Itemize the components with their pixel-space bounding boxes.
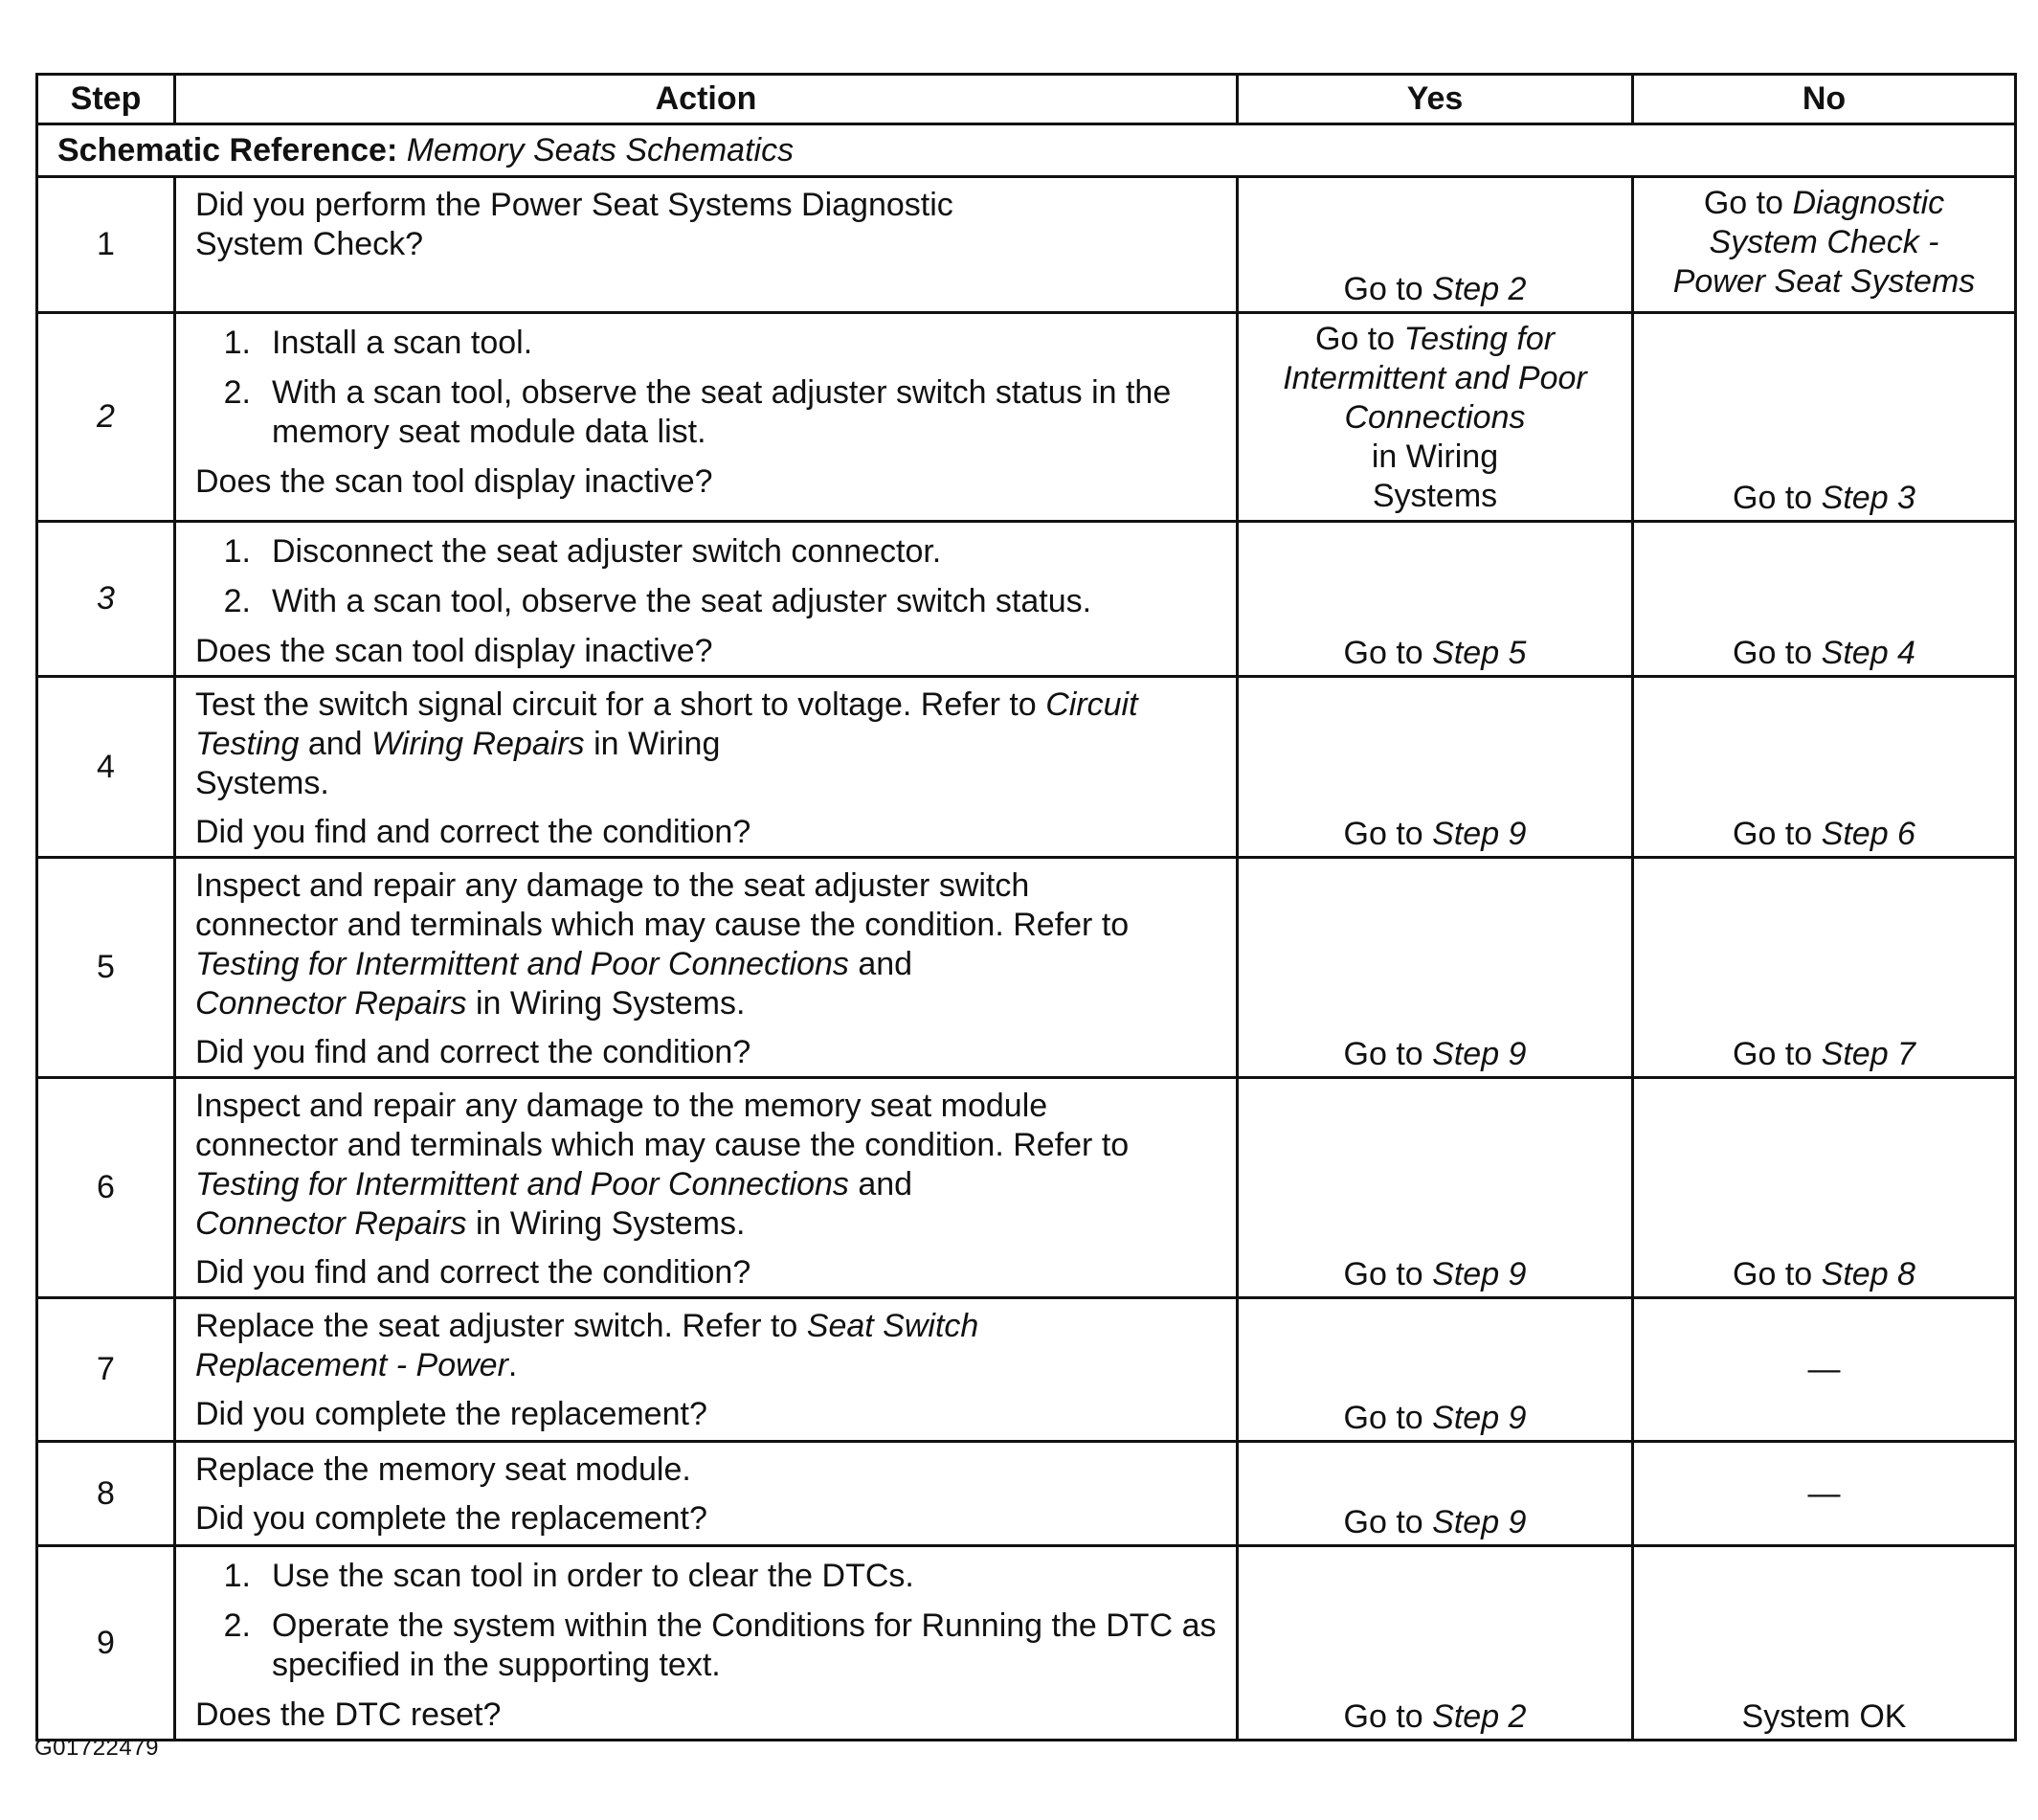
no-cell-dash: —	[1633, 1442, 2016, 1546]
table-row	[37, 858, 2016, 1078]
reference-link[interactable]: Testing for Intermittent and Poor Connections	[195, 1166, 849, 1202]
table-row	[37, 1298, 2016, 1442]
action-cell	[175, 858, 1238, 1078]
table-row	[37, 1546, 2016, 1741]
go-to-text: Go to	[1343, 1256, 1423, 1292]
reference-link[interactable]: Connector Repairs	[195, 985, 467, 1022]
action-cell	[175, 1442, 1238, 1546]
header-step: Step	[37, 75, 175, 124]
step-link[interactable]: Step 9	[1432, 1036, 1527, 1072]
diagnostic-table	[35, 73, 2017, 1741]
action-substep: 2. With a scan tool, observe the seat adjuster switch status in the memory seat module data list.	[223, 374, 1172, 450]
step-link[interactable]: Step 6	[1821, 816, 1915, 852]
step-number: 7	[37, 1298, 175, 1442]
action-cell	[175, 1078, 1238, 1298]
reference-link-line[interactable]: Testing for	[1403, 321, 1556, 357]
go-to-text: Go to	[1314, 321, 1396, 357]
table-row	[37, 313, 2016, 522]
action-question: Does the DTC reset?	[195, 1696, 502, 1733]
step-link[interactable]: Step 5	[1432, 635, 1527, 671]
step-number: 1	[37, 177, 175, 313]
step-link[interactable]: Step 9	[1432, 1504, 1527, 1540]
go-to-text: Go to	[1733, 1256, 1813, 1292]
action-substep: 2. Operate the system within the Conditions for Running the DTC as specified in the supporting text.	[223, 1607, 1217, 1683]
reference-link-line[interactable]: Connections	[1344, 399, 1526, 436]
no-cell-dash: —	[1633, 1298, 2016, 1442]
action-question: Did you find and correct the condition?	[195, 1034, 751, 1070]
step-link[interactable]: Step 2	[1432, 271, 1527, 307]
yes-cell	[1238, 177, 1633, 313]
step-number: 3	[37, 522, 175, 677]
action-cell	[175, 677, 1238, 858]
header-no: No	[1633, 75, 2016, 124]
diagnostic-link-line[interactable]: Diagnostic	[1792, 185, 1945, 221]
action-question: Did you complete the replacement?	[195, 1396, 707, 1432]
action-paragraph: Test the switch signal circuit for a short to voltage. Refer to Circuit Testing and Wiring Repairs in Wiring Systems.	[195, 686, 1138, 801]
go-to-text: Go to	[1343, 635, 1423, 671]
reference-link[interactable]: Wiring Repairs	[371, 726, 585, 762]
no-cell	[1633, 1078, 2016, 1298]
header-row	[37, 75, 2016, 124]
step-number: 5	[37, 858, 175, 1078]
go-to-text: Go to	[1343, 1400, 1423, 1436]
go-to-text: Go to	[1733, 816, 1813, 852]
step-link[interactable]: Step 7	[1821, 1036, 1915, 1072]
reference-link[interactable]: Seat Switch	[806, 1308, 979, 1344]
go-to-text: Go to	[1703, 185, 1783, 221]
step-number: 9	[37, 1546, 175, 1741]
go-to-text: Go to	[1343, 1698, 1423, 1735]
yes-cell	[1238, 313, 1633, 522]
action-paragraph: Inspect and repair any damage to the memory seat module connector and terminals which may cause the condition. Refer to Testing for Intermittent and Poor Connections and Connector Repairs in Wiring Systems.	[195, 1088, 1130, 1242]
action-paragraph: Replace the memory seat module.	[195, 1451, 691, 1488]
step-number: 4	[37, 677, 175, 858]
table-row	[37, 677, 2016, 858]
reference-link[interactable]: Circuit Testing	[195, 686, 1138, 762]
yes-cell	[1238, 677, 1633, 858]
schematic-reference-row	[37, 124, 2016, 177]
step-number: 8	[37, 1442, 175, 1546]
reference-text-line: Systems	[1372, 478, 1498, 514]
step-number: 2	[37, 313, 175, 522]
action-cell	[175, 1298, 1238, 1442]
action-substep: 2. With a scan tool, observe the seat adjuster switch status.	[223, 583, 1092, 619]
schematic-reference	[37, 124, 2016, 177]
table-row	[37, 177, 2016, 313]
yes-cell	[1238, 1078, 1633, 1298]
schematic-reference-label: Schematic Reference:	[57, 131, 398, 169]
action-line: System Check?	[195, 226, 424, 262]
diagnostic-link-line[interactable]: Power Seat Systems	[1672, 263, 1976, 300]
yes-cell	[1238, 1298, 1633, 1442]
diagnostic-link-line[interactable]: System Check -	[1709, 224, 1939, 260]
step-link[interactable]: Step 9	[1432, 816, 1527, 852]
go-to-text: Go to	[1733, 1036, 1813, 1072]
action-cell	[175, 177, 1238, 313]
no-cell	[1633, 858, 2016, 1078]
step-link[interactable]: Step 8	[1821, 1256, 1915, 1292]
action-question: Did you find and correct the condition?	[195, 1254, 751, 1291]
step-number: 6	[37, 1078, 175, 1298]
go-to-text: Go to	[1343, 1504, 1423, 1540]
action-cell	[175, 522, 1238, 677]
header-action: Action	[175, 75, 1238, 124]
yes-cell	[1238, 858, 1633, 1078]
action-cell	[175, 1546, 1238, 1741]
action-question: Does the scan tool display inactive?	[195, 463, 713, 500]
figure-id: G01722479	[34, 1735, 159, 1761]
step-link[interactable]: Step 9	[1432, 1256, 1527, 1292]
table-row	[37, 522, 2016, 677]
step-link[interactable]: Step 3	[1821, 480, 1915, 516]
yes-cell	[1238, 522, 1633, 677]
reference-text-line: in Wiring	[1371, 438, 1499, 475]
action-question: Did you find and correct the condition?	[195, 814, 751, 850]
go-to-text: Go to	[1733, 635, 1813, 671]
no-cell	[1633, 313, 2016, 522]
table-row	[37, 1078, 2016, 1298]
step-link[interactable]: Step 2	[1432, 1698, 1527, 1735]
action-substep: 1. Use the scan tool in order to clear the DTCs.	[223, 1558, 914, 1594]
reference-link[interactable]: Replacement - Power	[195, 1347, 508, 1383]
action-question: Does the scan tool display inactive?	[195, 633, 713, 669]
go-to-text: Go to	[1343, 271, 1423, 307]
go-to-text: Go to	[1343, 816, 1423, 852]
go-to-text: Go to	[1343, 1036, 1423, 1072]
no-cell	[1633, 677, 2016, 858]
table-row	[37, 1442, 2016, 1546]
action-question: Did you complete the replacement?	[195, 1500, 707, 1537]
action-line: Did you perform the Power Seat Systems Diagnostic	[195, 187, 953, 223]
no-cell	[1633, 177, 2016, 313]
yes-cell	[1238, 1442, 1633, 1546]
action-cell	[175, 313, 1238, 522]
no-cell	[1633, 522, 2016, 677]
action-substep: 1. Install a scan tool.	[223, 325, 533, 361]
reference-link[interactable]: Connector Repairs	[195, 1205, 467, 1242]
yes-cell	[1238, 1546, 1633, 1741]
step-link[interactable]: Step 4	[1821, 635, 1915, 671]
action-paragraph: Replace the seat adjuster switch. Refer to Seat Switch Replacement - Power.	[195, 1308, 979, 1383]
reference-link-line[interactable]: Intermittent and Poor	[1283, 360, 1587, 396]
header-yes: Yes	[1238, 75, 1633, 124]
step-link[interactable]: Step 9	[1432, 1400, 1527, 1436]
action-substep: 1. Disconnect the seat adjuster switch connector.	[223, 533, 942, 570]
schematic-reference-link[interactable]: Memory Seats Schematics	[406, 131, 795, 169]
reference-link[interactable]: Testing for Intermittent and Poor Connections	[195, 946, 849, 982]
no-cell: System OK	[1633, 1546, 2016, 1741]
action-paragraph: Inspect and repair any damage to the seat adjuster switch connector and terminals which may cause the condition. Refer to Testing for Intermittent and Poor Connections and Connector Repairs in Wiring Systems.	[195, 867, 1130, 1022]
go-to-text: Go to	[1733, 480, 1813, 516]
